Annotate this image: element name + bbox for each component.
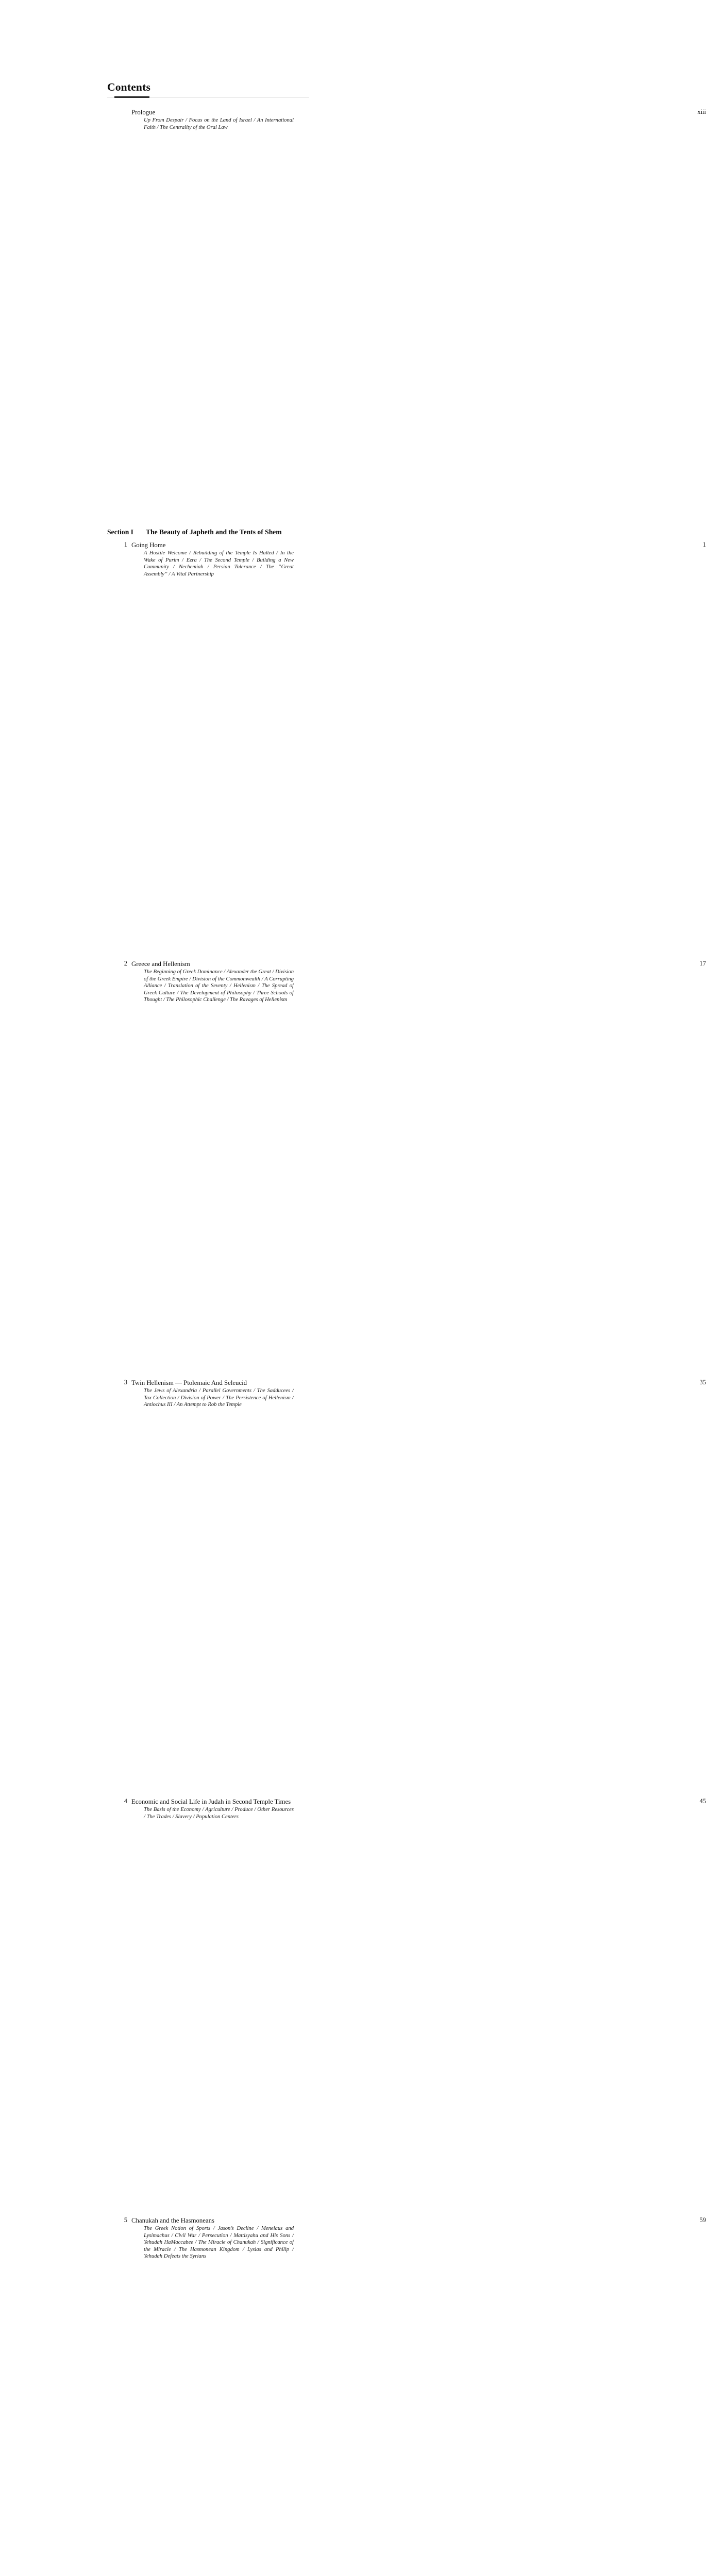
entry-page-number: 45 [294, 1798, 706, 2210]
entry-title[interactable]: Chanukah and the Hasmoneans [131, 2217, 214, 2224]
toc-entry-chapter-4[interactable] [107, 1798, 706, 2210]
entry-body [131, 108, 294, 520]
entry-page-number: xiii [294, 108, 706, 520]
entry-title[interactable]: Greece and Hellenism [131, 960, 190, 968]
entry-page-number: 59 [294, 2216, 706, 2576]
section-heading [107, 528, 309, 536]
entry-page-number: 1 [294, 541, 706, 953]
entry-number: 4 [124, 1798, 127, 1805]
section-label: Section I [107, 528, 133, 536]
entry-title[interactable]: Prologue [131, 109, 156, 116]
entry-page-number: 17 [294, 960, 706, 1372]
entry-body [131, 541, 294, 953]
entry-number: 5 [124, 2216, 127, 2224]
entry-title[interactable]: Twin Hellenism — Ptolemaic And Seleucid [131, 1379, 247, 1386]
toc-entry-chapter-5[interactable] [107, 2216, 706, 2576]
entry-description: A Hostile Welcome / Rebuilding of the Temple Is Halted / In the Wake of Purim / Ezra / The Second Temple / Building a New Community / Nechemiah / Persian Tolerance / The “Great Assembly” / A Vital Partnership [144, 550, 294, 577]
toc-entry-chapter-1[interactable] [107, 541, 706, 953]
entry-body [131, 1379, 294, 1791]
toc-entry-chapter-3[interactable] [107, 1379, 706, 1791]
entry-body [131, 1798, 294, 2210]
divider-dark-segment [114, 96, 149, 98]
page-title: Contents [107, 81, 151, 93]
toc-entries [107, 108, 706, 2576]
entry-title[interactable]: Going Home [131, 541, 166, 549]
contents-header [107, 81, 309, 98]
entry-number: 2 [124, 960, 127, 967]
entry-number: 3 [124, 1379, 127, 1386]
toc-entry-chapter-2[interactable] [107, 960, 706, 1372]
entry-number [107, 108, 131, 520]
entry-description: The Beginning of Greek Dominance / Alexander the Great / Division of the Greek Empire / Division of the Commonwealth / A Corrupting Alliance / Translation of the Seventy / Hellenism / The Spread of Greek Culture / The Development of Philosophy / Three Schools of Thought / The Philosophic Challenge / The Ravages of Hellenism [144, 969, 294, 1003]
entry-description: The Jews of Alexandria / Parallel Governments / The Sadducees / Tax Collection / Division of Power / The Persistence of Hellenism / Antiochus III / An Attempt to Rob the Temple [144, 1388, 294, 1408]
entry-title[interactable]: Economic and Social Life in Judah in Second Temple Times [131, 1798, 291, 1805]
header-divider [107, 96, 309, 98]
entry-body [131, 2216, 294, 2576]
section-title: The Beauty of Japheth and the Tents of Shem [146, 528, 282, 536]
entry-description: The Greek Notion of Sports / Jason’s Decline / Menelaus and Lysimachus / Civil War / Persecution / Mattisyahu and His Sons / Yehudah HaMaccabee / The Miracle of Chanukah / Significance of the Miracle / The Hasmonean Kingdom / Lysias and Philip / Yehudah Defeats the Syrians [144, 2226, 294, 2260]
toc-entry-prologue[interactable] [107, 108, 706, 520]
entry-number: 1 [124, 541, 127, 548]
entry-description: The Basis of the Economy / Agriculture / Produce / Other Resources / The Trades / Slavery / Population Centers [144, 1807, 294, 1820]
entry-description: Up From Despair / Focus on the Land of Israel / An International Faith / The Centrality of the Oral Law [144, 117, 294, 130]
entry-page-number: 35 [294, 1379, 706, 1791]
entry-body [131, 960, 294, 1372]
